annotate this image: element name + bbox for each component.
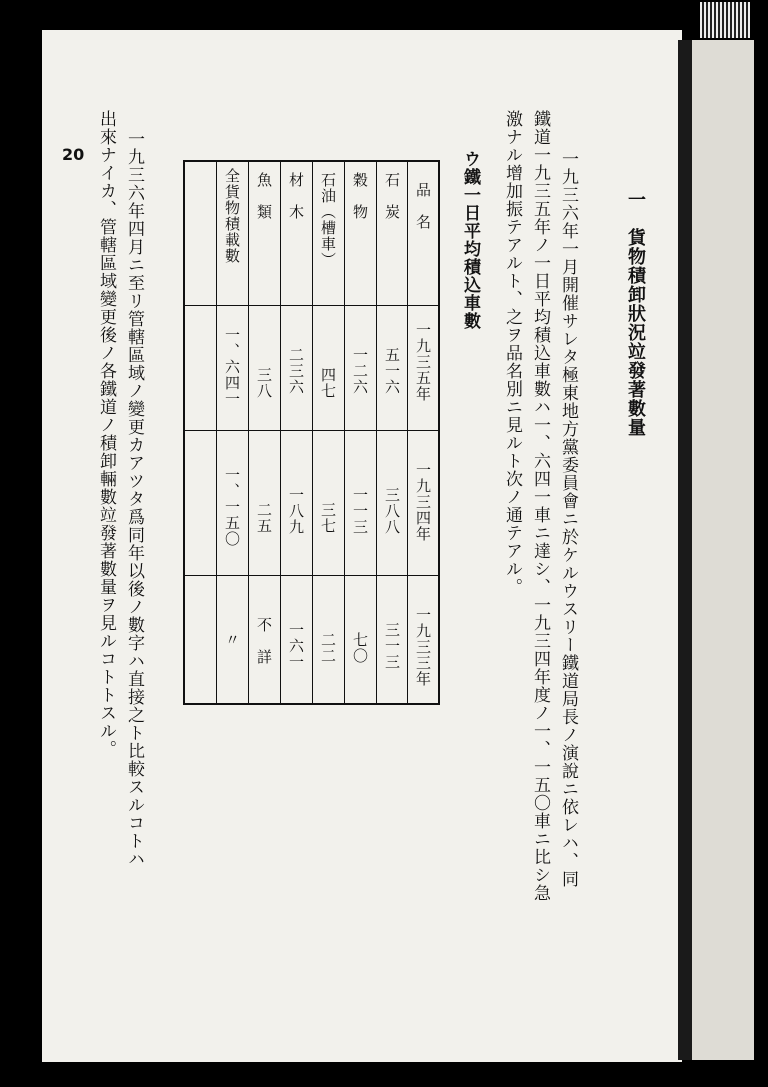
row-value-1935: 五一六 <box>383 347 401 395</box>
row-value-1934: 一八九 <box>287 487 305 535</box>
row-name: 魚 類 <box>255 172 273 220</box>
paragraph-2-line-1: 一九三六年四月ニ至リ管轄區域ノ變更カアツタ爲同年以後ノ數字ハ直接之ト比較スルコトハ <box>124 130 144 868</box>
row-value-1933: 二二 <box>319 632 337 664</box>
row-value-1933: 七〇 <box>351 632 369 664</box>
row-value-1935: 一、六四一 <box>223 327 241 407</box>
row-name: 石 炭 <box>383 172 401 220</box>
row-name: 穀 物 <box>351 172 369 220</box>
book-spine <box>678 40 692 1060</box>
freight-table <box>183 160 440 705</box>
row-value-1934: 一、一五〇 <box>223 467 241 547</box>
row-value-1933: 不 詳 <box>255 617 273 665</box>
row-value-1933: 三一三 <box>383 622 401 670</box>
row-value-1935: 三八 <box>255 367 273 399</box>
row-value-1934: 三八八 <box>383 487 401 535</box>
row-name: 全貨物積載數 <box>223 168 241 264</box>
row-value-1933: 〃 <box>223 632 241 648</box>
paragraph-1-line-2: 鐵道一九三五年ノ一日平均積込車數ハ一、六四一車ニ達シ、一九三四年度ノ一、一五〇車ニ比シ急 <box>530 110 550 902</box>
header-1935: 一九三五年 <box>414 322 432 402</box>
paragraph-1-line-1: 一九三六年一月開催サレタ極東地方黨委員會ニ於ケルウスリー鐵道局長ノ演說ニ依レハ、同 <box>558 150 578 888</box>
row-value-1934: 二五 <box>255 502 273 534</box>
header-1933: 一九三三年 <box>414 607 432 687</box>
row-name: 材 木 <box>287 172 305 220</box>
facing-page-edge <box>692 40 754 1060</box>
binding-edge <box>700 2 750 38</box>
row-value-1935: 一二六 <box>351 347 369 395</box>
row-value-1934: 三七 <box>319 502 337 534</box>
row-name: 石油（槽車） <box>319 172 337 268</box>
table-title: ウ鐵一日平均積込車數 <box>460 150 480 330</box>
row-value-1933: 一六一 <box>287 622 305 670</box>
paragraph-2-line-2: 出來ナイカ、管轄區域變更後ノ各鐵道ノ積卸輛數竝發著數量ヲ見ルコトトスル。 <box>96 110 116 758</box>
row-value-1934: 一一三 <box>351 487 369 535</box>
row-value-1935: 二三六 <box>287 347 305 395</box>
page-number: 20 <box>62 145 85 164</box>
header-item-name: 品 名 <box>414 182 432 230</box>
paragraph-1-line-3: 激ナル增加振テアルト、之ヲ品名別ニ見ルト次ノ通テアル。 <box>502 110 522 596</box>
section-heading: 一 貨物積卸狀況竝發著數量 <box>625 190 646 437</box>
row-value-1935: 四七 <box>319 367 337 399</box>
header-1934: 一九三四年 <box>414 462 432 542</box>
